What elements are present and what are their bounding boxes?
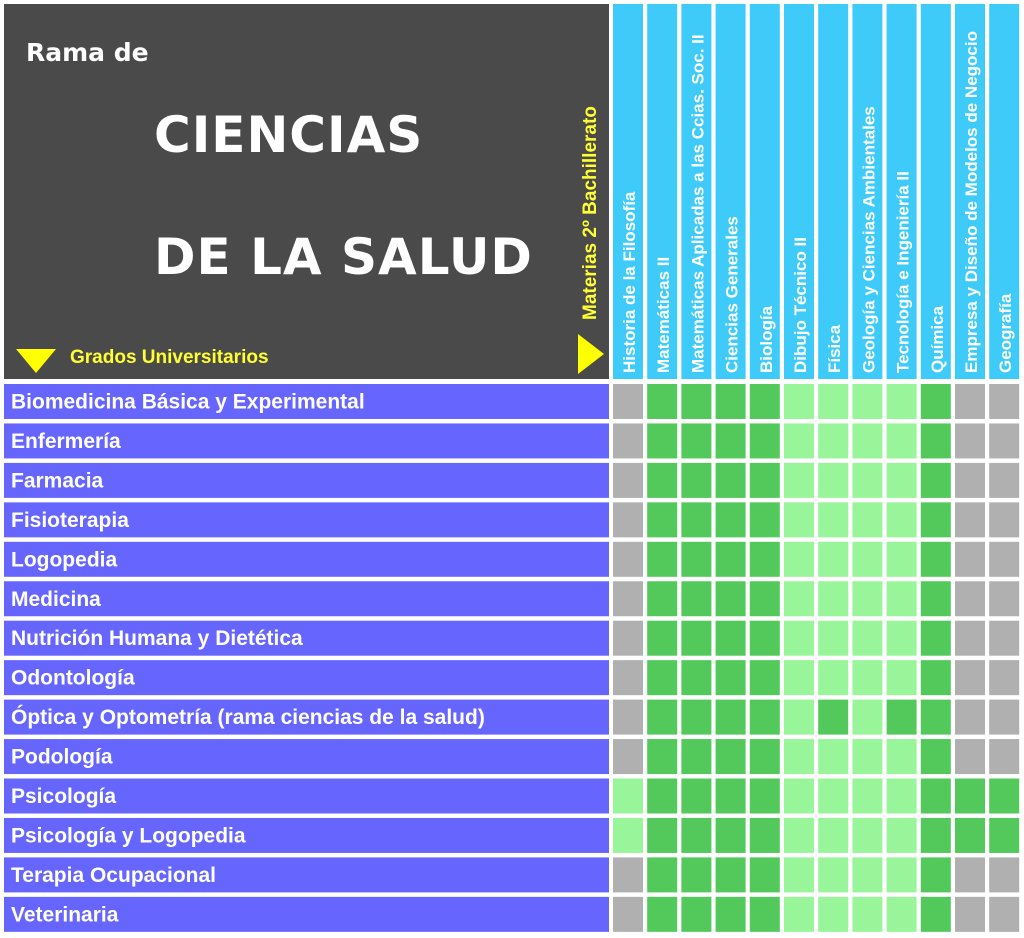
- matrix-cell: [750, 384, 780, 419]
- matrix-cell: [716, 739, 746, 774]
- matrix-cell: [647, 700, 677, 735]
- title-line-3: DE LA SALUD: [154, 228, 533, 286]
- matrix-cell: [921, 502, 951, 537]
- matrix-cell: [955, 502, 985, 537]
- matrix-cell: [852, 542, 882, 577]
- matrix-cell: [887, 700, 917, 735]
- matrix-cell: [716, 897, 746, 932]
- matrix-cell: [647, 423, 677, 458]
- matrix-cell: [852, 384, 882, 419]
- subject-label: Matemáticas Aplicadas a las Ccias. Soc. II: [688, 34, 708, 373]
- matrix-cell: [784, 384, 814, 419]
- matrix-cell: [784, 897, 814, 932]
- subject-label: Biología: [756, 305, 776, 373]
- matrix-cell: [818, 700, 848, 735]
- matrix-cell: [921, 660, 951, 695]
- matrix-cell: [921, 384, 951, 419]
- matrix-cell: [681, 700, 711, 735]
- matrix-cell: [613, 857, 643, 892]
- degree-label: Veterinaria: [11, 903, 119, 927]
- matrix-cell: [852, 897, 882, 932]
- matrix-cell: [750, 463, 780, 498]
- matrix-cell: [955, 384, 985, 419]
- matrix-cell: [955, 660, 985, 695]
- matrix-cell: [716, 384, 746, 419]
- matrix-cell: [921, 779, 951, 814]
- matrix-cell: [613, 463, 643, 498]
- matrix-cell: [613, 542, 643, 577]
- matrix-cell: [989, 739, 1019, 774]
- matrix-cell: [681, 857, 711, 892]
- matrix-cell: [818, 502, 848, 537]
- matrix-cell: [750, 581, 780, 616]
- degree-label: Psicología: [11, 785, 117, 808]
- matrix-cell: [647, 779, 677, 814]
- degree-label: Fisioterapia: [11, 508, 129, 532]
- title-line-1: Rama de: [26, 38, 149, 67]
- matrix-cell: [681, 818, 711, 853]
- matrix-cell: [784, 660, 814, 695]
- matrix-cell: [852, 857, 882, 892]
- degree-label: Nutrición Humana y Dietética: [11, 627, 303, 651]
- matrix-cell: [784, 779, 814, 814]
- matrix-cell: [887, 542, 917, 577]
- matrix-cell: [887, 897, 917, 932]
- matrix-cell: [716, 463, 746, 498]
- matrix-cell: [613, 423, 643, 458]
- rows-axis-label: Grados Universitarios: [70, 347, 269, 368]
- matrix-cell: [852, 818, 882, 853]
- matrix-cell: [613, 581, 643, 616]
- matrix-cell: [681, 660, 711, 695]
- matrix-cell: [613, 700, 643, 735]
- matrix-cell: [716, 818, 746, 853]
- degree-label: Farmacia: [11, 469, 104, 493]
- matrix-cell: [681, 542, 711, 577]
- matrix-cell: [955, 739, 985, 774]
- matrix-cell: [921, 818, 951, 853]
- matrix-cell: [955, 857, 985, 892]
- matrix-cell: [989, 502, 1019, 537]
- matrix-cell: [681, 739, 711, 774]
- matrix-cell: [955, 897, 985, 932]
- matrix-cell: [716, 423, 746, 458]
- degree-label: Biomedicina Básica y Experimental: [11, 390, 365, 414]
- matrix-cell: [784, 739, 814, 774]
- matrix-cell: [716, 779, 746, 814]
- matrix-cell: [681, 502, 711, 537]
- matrix-cell: [955, 542, 985, 577]
- matrix-cell: [989, 897, 1019, 932]
- matrix-cell: [921, 463, 951, 498]
- matrix-cell: [887, 739, 917, 774]
- matrix-cell: [989, 384, 1019, 419]
- matrix-cell: [647, 621, 677, 656]
- matrix-cell: [887, 818, 917, 853]
- matrix-cell: [750, 621, 780, 656]
- matrix-cell: [989, 700, 1019, 735]
- matrix-cell: [818, 581, 848, 616]
- matrix-cell: [818, 660, 848, 695]
- matrix-cell: [784, 542, 814, 577]
- matrix-cell: [716, 581, 746, 616]
- subject-label: Empresa y Diseño de Modelos de Negocio: [962, 31, 981, 373]
- matrix-cell: [852, 423, 882, 458]
- matrix-cell: [613, 384, 643, 419]
- matrix-cell: [647, 857, 677, 892]
- matrix-cell: [818, 857, 848, 892]
- matrix-cell: [887, 857, 917, 892]
- degree-label: Odontología: [11, 666, 135, 690]
- matrix-cell: [887, 581, 917, 616]
- matrix-cell: [647, 384, 677, 419]
- matrix-cell: [852, 660, 882, 695]
- matrix-cell: [750, 857, 780, 892]
- matrix-cell: [989, 581, 1019, 616]
- matrix-cell: [716, 660, 746, 695]
- matrix-cell: [989, 779, 1019, 814]
- matrix-cell: [852, 581, 882, 616]
- matrix-cell: [989, 660, 1019, 695]
- matrix-cell: [750, 502, 780, 537]
- matrix-cell: [681, 384, 711, 419]
- matrix-cell: [613, 621, 643, 656]
- matrix-cell: [887, 463, 917, 498]
- matrix-cell: [750, 423, 780, 458]
- matrix-cell: [818, 621, 848, 656]
- matrix-cell: [784, 463, 814, 498]
- matrix-cell: [750, 818, 780, 853]
- matrix-cell: [647, 581, 677, 616]
- matrix-cell: [955, 581, 985, 616]
- matrix-cell: [716, 700, 746, 735]
- columns-axis-label: Materias 2º Bachillerato: [580, 106, 601, 320]
- matrix-cell: [818, 463, 848, 498]
- matrix-cell: [989, 542, 1019, 577]
- matrix-cell: [647, 897, 677, 932]
- matrix-cell: [613, 779, 643, 814]
- matrix-cell: [989, 621, 1019, 656]
- matrix-cell: [784, 581, 814, 616]
- matrix-cell: [784, 857, 814, 892]
- matrix-cell: [852, 502, 882, 537]
- matrix-cell: [613, 502, 643, 537]
- matrix-cell: [955, 423, 985, 458]
- matrix-cell: [681, 621, 711, 656]
- degree-label: Logopedia: [11, 548, 118, 572]
- matrix-cell: [852, 463, 882, 498]
- matrix-cell: [887, 423, 917, 458]
- matrix-cell: [989, 818, 1019, 853]
- matrix-cell: [818, 779, 848, 814]
- subject-label: Historia de la Filosofía: [620, 191, 639, 373]
- matrix-cell: [716, 857, 746, 892]
- matrix-cell: [716, 502, 746, 537]
- matrix-cell: [955, 621, 985, 656]
- matrix-cell: [750, 542, 780, 577]
- subject-label: Tecnología e Ingeniería II: [893, 171, 913, 373]
- matrix-cell: [647, 660, 677, 695]
- matrix-cell: [750, 700, 780, 735]
- matrix-cell: [681, 463, 711, 498]
- matrix-cell: [921, 542, 951, 577]
- matrix-cell: [750, 739, 780, 774]
- matrix-cell: [647, 739, 677, 774]
- matrix-cell: [716, 542, 746, 577]
- matrix-cell: [818, 384, 848, 419]
- subject-label: Ciencias Generales: [722, 216, 742, 373]
- matrix-cell: [921, 739, 951, 774]
- matrix-cell: [784, 818, 814, 853]
- matrix-cell: [681, 581, 711, 616]
- matrix-cell: [955, 463, 985, 498]
- matrix-cell: [887, 779, 917, 814]
- matrix-cell: [989, 857, 1019, 892]
- degree-label: Terapia Ocupacional: [11, 863, 217, 887]
- matrix-cell: [887, 502, 917, 537]
- matrix-cell: [613, 739, 643, 774]
- degree-label: Óptica y Optometría (rama ciencias de la salud): [11, 706, 485, 730]
- subject-label: Geografía: [996, 293, 1016, 373]
- matrix-cell: [750, 779, 780, 814]
- matrix-cell: [818, 818, 848, 853]
- matrix-cell: [852, 739, 882, 774]
- matrix-cell: [613, 897, 643, 932]
- subject-label: Dibujo Técnico II: [791, 236, 810, 373]
- matrix-cell: [613, 660, 643, 695]
- matrix-cell: [921, 700, 951, 735]
- matrix-cell: [784, 700, 814, 735]
- matrix-cell: [921, 423, 951, 458]
- matrix-cell: [887, 384, 917, 419]
- matrix-cell: [955, 779, 985, 814]
- matrix-cell: [887, 660, 917, 695]
- matrix-cell: [989, 463, 1019, 498]
- matrix-cell: [818, 739, 848, 774]
- matrix-cell: [681, 779, 711, 814]
- degree-label: Podología: [11, 745, 113, 769]
- matrix-cell: [852, 621, 882, 656]
- matrix-cell: [681, 897, 711, 932]
- matrix-cell: [955, 700, 985, 735]
- degree-label: Psicología y Logopedia: [11, 824, 246, 848]
- matrix-cell: [681, 423, 711, 458]
- title-line-2: CIENCIAS: [154, 106, 424, 164]
- matrix-cell: [921, 857, 951, 892]
- matrix-cell: [818, 542, 848, 577]
- matrix-cell: [750, 660, 780, 695]
- matrix-cell: [887, 621, 917, 656]
- subject-label: Física: [825, 324, 845, 373]
- matrix-cell: [921, 621, 951, 656]
- matrix-cell: [955, 818, 985, 853]
- matrix-cell: [784, 621, 814, 656]
- matrix-cell: [647, 542, 677, 577]
- degree-label: Enfermería: [11, 429, 121, 453]
- matrix-cell: [647, 502, 677, 537]
- matrix-cell: [921, 897, 951, 932]
- subject-label: Química: [927, 305, 947, 373]
- matrix-cell: [647, 818, 677, 853]
- subject-label: Matemáticas II: [654, 256, 674, 373]
- matrix-cell: [613, 818, 643, 853]
- matrix-cell: [750, 897, 780, 932]
- subject-label: Geología y Ciencias Ambientales: [859, 106, 879, 373]
- matrix-cell: [784, 423, 814, 458]
- subject-header-cell: [818, 4, 848, 379]
- matrix-cell: [784, 502, 814, 537]
- matrix-cell: [852, 779, 882, 814]
- matrix-cell: [989, 423, 1019, 458]
- matrix-cell: [852, 700, 882, 735]
- matrix-cell: [716, 621, 746, 656]
- degree-label: Medicina: [11, 587, 101, 611]
- matrix-cell: [647, 463, 677, 498]
- matrix-cell: [921, 581, 951, 616]
- matrix-cell: [818, 423, 848, 458]
- matrix-cell: [818, 897, 848, 932]
